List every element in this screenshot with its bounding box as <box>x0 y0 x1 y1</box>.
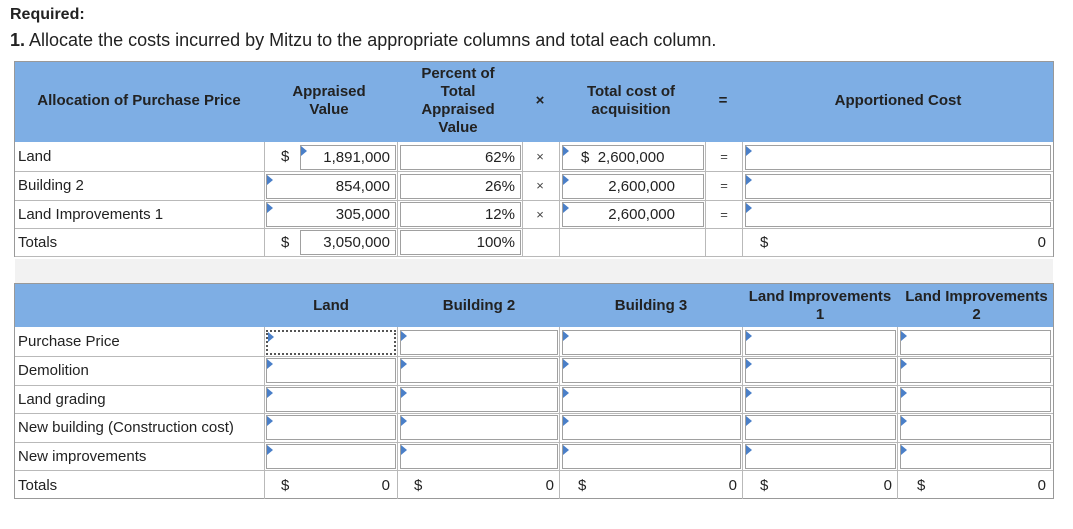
apportioned-cost-input[interactable] <box>745 174 1051 199</box>
building2-input[interactable] <box>400 387 558 412</box>
header-equals: = <box>718 92 728 109</box>
row-label: New building (Construction cost) <box>18 419 234 436</box>
percent-input[interactable]: 26% <box>400 174 521 199</box>
header-land-improvements-1: Land Improvements 1 <box>748 287 892 323</box>
header-land: Land <box>313 296 349 314</box>
total-cost-input[interactable] <box>562 145 704 170</box>
times-sign: × <box>536 178 544 193</box>
land-input[interactable] <box>266 387 396 412</box>
landimp1-total-value: 0 <box>883 477 892 494</box>
landimp2-input[interactable] <box>900 444 1051 469</box>
header-building-2: Building 2 <box>442 296 516 314</box>
times-sign: × <box>536 207 544 222</box>
header-apportioned-cost: Apportioned Cost <box>834 92 962 109</box>
landimp2-input[interactable] <box>900 415 1051 440</box>
appraised-value-input[interactable]: 854,000 <box>266 174 396 199</box>
building2-input[interactable] <box>400 415 558 440</box>
landimp1-total-dollar: $ <box>760 477 769 494</box>
instruction-number: 1. <box>10 30 26 50</box>
total-cost-input[interactable]: 2,600,000 <box>562 202 704 227</box>
row-label: Purchase Price <box>18 333 120 350</box>
land-input[interactable] <box>266 444 396 469</box>
apportioned-cost-input[interactable] <box>745 145 1051 170</box>
percent-input[interactable]: 62% <box>400 145 521 170</box>
cost-dollar: $ <box>581 149 590 166</box>
appraised-total-input[interactable]: 3,050,000 <box>300 230 396 255</box>
building3-total-dollar: $ <box>578 477 587 494</box>
totals-label: Totals <box>18 477 58 494</box>
landimp2-total-dollar: $ <box>917 477 926 494</box>
totals-dollar: $ <box>281 234 290 251</box>
land-total-dollar: $ <box>281 477 290 494</box>
percent-total-input[interactable]: 100% <box>400 230 521 255</box>
building2-total-value: 0 <box>545 477 554 494</box>
cost-value: 2,600,000 <box>597 149 665 166</box>
building3-input[interactable] <box>562 330 741 355</box>
header-appraised-value: Appraised Value <box>292 83 366 118</box>
building3-input[interactable] <box>562 444 741 469</box>
equals-sign: = <box>720 178 728 193</box>
header-percent: Percent of Total Appraised Value <box>421 65 495 136</box>
header-building-3: Building 3 <box>614 296 688 314</box>
row-label: Building 2 <box>18 177 84 194</box>
percent-input[interactable]: 12% <box>400 202 521 227</box>
building3-input[interactable] <box>562 358 741 383</box>
apportioned-total-value: 0 <box>1037 234 1046 251</box>
landimp1-input[interactable] <box>745 358 896 383</box>
totals-label: Totals <box>18 234 58 251</box>
landimp1-input[interactable] <box>745 415 896 440</box>
appraised-value-input[interactable]: 1,891,000 <box>300 145 396 170</box>
building3-total-value: 0 <box>728 477 737 494</box>
building2-input[interactable] <box>400 444 558 469</box>
instruction <box>10 30 716 51</box>
apportioned-total-dollar: $ <box>760 234 769 251</box>
equals-sign: = <box>720 149 728 164</box>
spacer-band <box>15 259 1053 283</box>
header-land-improvements-2: Land Improvements 2 <box>905 287 1048 323</box>
header-times: × <box>535 92 545 109</box>
building2-input[interactable] <box>400 330 558 355</box>
building3-input[interactable] <box>562 387 741 412</box>
building2-total-dollar: $ <box>414 477 423 494</box>
landimp2-input[interactable] <box>900 358 1051 383</box>
required-heading: Required: <box>10 6 85 23</box>
row-label: Land grading <box>18 391 106 408</box>
total-cost-input[interactable]: 2,600,000 <box>562 174 704 199</box>
landimp1-input[interactable] <box>745 444 896 469</box>
land-input[interactable] <box>266 415 396 440</box>
landimp2-total-value: 0 <box>1037 477 1046 494</box>
apportioned-cost-input[interactable] <box>745 202 1051 227</box>
landimp2-input[interactable] <box>900 330 1051 355</box>
landimp1-input[interactable] <box>745 387 896 412</box>
row-label: New improvements <box>18 448 147 465</box>
building3-input[interactable] <box>562 415 741 440</box>
times-sign: × <box>536 149 544 164</box>
header-total-cost: Total cost of acquisition <box>586 83 676 118</box>
land-total-value: 0 <box>381 477 390 494</box>
land-input[interactable] <box>266 358 396 383</box>
instruction-text: Allocate the costs incurred by Mitzu to the appropriate columns and total each column. <box>29 30 717 50</box>
row-label: Land <box>18 148 52 165</box>
land-input[interactable] <box>266 330 396 355</box>
row-label: Demolition <box>18 362 89 379</box>
appraised-dollar: $ <box>281 148 290 165</box>
landimp1-input[interactable] <box>745 330 896 355</box>
building2-input[interactable] <box>400 358 558 383</box>
landimp2-input[interactable] <box>900 387 1051 412</box>
header-allocation: Allocation of Purchase Price <box>37 92 241 109</box>
appraised-value-input[interactable]: 305,000 <box>266 202 396 227</box>
equals-sign: = <box>720 207 728 222</box>
row-label: Land Improvements 1 <box>18 206 164 223</box>
